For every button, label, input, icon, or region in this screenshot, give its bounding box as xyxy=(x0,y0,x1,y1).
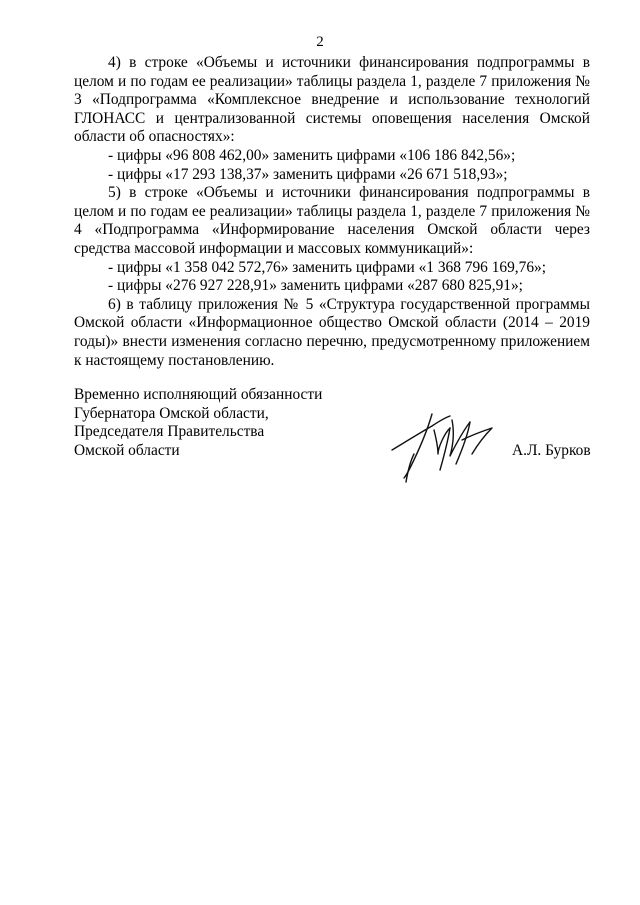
document-body xyxy=(74,54,590,370)
signatory-title-line: Временно исполняющий обязанности xyxy=(74,386,323,403)
signatory-title-line: Председателя Правительства xyxy=(74,423,265,441)
list-item: - цифры «1 358 042 572,76» заменить цифрами «1 368 796 169,76»; xyxy=(108,258,547,276)
page-number: 2 xyxy=(316,34,324,50)
handwritten-signature xyxy=(388,404,504,484)
list-item: - цифры «96 808 462,00» заменить цифрами «106 186 842,56»; xyxy=(108,146,516,164)
signatory-title-line: Омской области xyxy=(74,441,180,459)
signatory-title-line: Губернатора Омской области, xyxy=(74,404,269,422)
paragraph-item-4: 4) в строке «Объемы и источники финансирования подпрограммы в целом и по годам ее реализации» таблицы раздела 1, разделе 7 приложения № 3 «Подпрограмма «Комплексное внедрение и использование технологий ГЛОНАСС и централизованной системы оповещения населения Омской области об опасностях»: xyxy=(74,54,590,146)
signer-name: А.Л. Бурков xyxy=(512,442,591,459)
paragraph-item-5: 5) в строке «Объемы и источники финансирования подпрограммы в целом и по годам ее реализации» таблицы раздела 1, разделе 7 приложения № 4 «Подпрограмма «Информирование населения Омской области через средства массовой информации и массовых коммуникаций»: xyxy=(74,184,590,257)
list-item: - цифры «276 927 228,91» заменить цифрами «287 680 825,91»; xyxy=(108,277,523,295)
paragraph-item-6: 6) в таблицу приложения № 5 «Структура государственной программы Омской области «Информационное общество Омской области (2014 – 2019 годы)» внести изменения согласно перечню, предусмотренному приложением к настоящему постановлению. xyxy=(74,295,590,369)
list-item: - цифры «17 293 138,37» заменить цифрами «26 671 518,93»; xyxy=(108,165,508,183)
signatory-title xyxy=(74,386,322,460)
